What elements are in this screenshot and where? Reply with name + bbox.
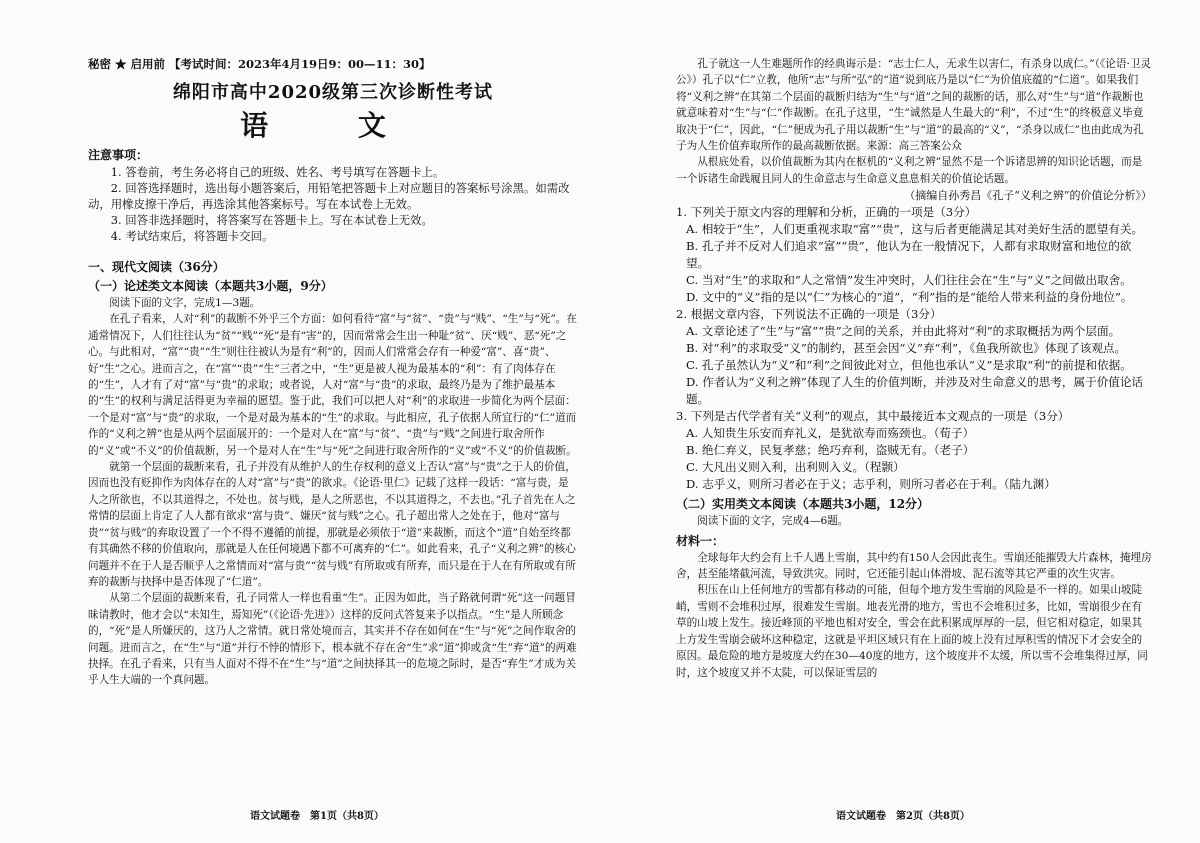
- question-option: D. 作者认为“义利之辨”体现了人生的价值判断，并涉及对生命意义的思考，属于价值论话题。: [686, 375, 1144, 407]
- question-3: [676, 408, 1152, 493]
- section-heading: 一、现代文阅读（36分）: [88, 260, 225, 274]
- notice-heading: 注意事项：: [88, 148, 149, 162]
- notice-item: 4. 考试结束后，将答题卡交回。: [110, 229, 274, 243]
- subsection-heading: （一）论述类文本阅读（本题共3小题，9分）: [88, 279, 333, 293]
- question-stem: 2. 根据文章内容，下列说法不正确的一项是（3分）: [676, 307, 942, 322]
- passage-paragraph: 从根底处看，以价值裁断为其内在枢机的“义利之辨”显然不是一个诉诸思辨的知识论话题，而是一个诉诸生命践履且同人的生命意志与生命意义息息相关的价值论话题。: [676, 156, 1143, 185]
- notice-item: 2. 回答选择题时，选出每小题答案后，用铅笔把答题卡上对应题目的答案标号涂黑。如需改动，用橡皮擦干净后，再选涂其他答案标号。写在本试卷上无效。: [88, 181, 570, 211]
- material-paragraph: 积压在山上任何地方的雪都有移动的可能，但每个地方发生雪崩的风险是不一样的。如果山坡陡峭，雪则不会堆积过厚，很难发生雪崩。地表光滑的地方，雪也不会堆积过多，比如，雪崩很少在有草的山坡上发生。接近峰顶的平地也相对安全，雪会在此积累成厚厚的一层，但它相对稳定，如果其上方发生雪崩会破坏这种稳定，这就是平坦区域只有在上面的坡上没有过厚积雪的情况下才会安全的原因。最危险的地方是坡度大约在30—40度的地方，这个坡度并不太缓，所以雪不会堆集得过厚，同时，这个坡度又并不太陡，可以保证雪层的: [676, 584, 1148, 679]
- subsection-heading: （二）实用类文本阅读（本题共3小题，12分）: [676, 497, 930, 512]
- passage-paragraph: 就第一个层面的裁断来看，孔子并没有从维护人的生存权利的意义上否认“富”与“贵”之于人的价值，因而也没有贬抑作为肉体存在的人对“富”与“贵”的欲求。《论语·里仁》记载了这样一段话：“富与贵，是人之所欲也，不以其道得之，不处也。贫与贱，是人之所恶也，不以其道得之，不去也。”孔子首先在人之常情的层面上肯定了人人都有欲求“富与贵”、嫌厌“贫与贱”之心。孔子超出常人之处在于，他对“富与贵”“贫与贱”的弃取设置了一个不得不遵循的前提，那就是必须依于“道”来裁断，而这个“道”自始至终都有其确然不移的价值取向，那就是人在任何境遇下都不可离弃的“仁”。如此看来，孔子“义利之辨”的核心问题并不在于人是否顺乎人之常情而对“富与贵”“贫与贱”有所取或有所弃，而只是在于人在有所取或有所弃的裁断与抉择中是否体现了“仁道”。: [88, 461, 576, 588]
- subject-title: 语 文: [240, 109, 426, 142]
- question-option: A. 人知贵生乐安而弃礼义，是犹欲寿而殇颈也。（荀子）: [686, 426, 975, 441]
- question-option: B. 孔子并不反对人们追求“富”“贵”，他认为在一般情况下，人都有求取财富和地位的欲望。: [686, 239, 1132, 271]
- question-1: [676, 204, 1152, 306]
- material-paragraph: 全球每年大约会有上千人遇上雪崩，其中约有150人会因此丧生。雪崩还能摧毁大片森林，掩埋房舍，甚至能堵截河流，导致洪灾。同时，它还能引起山体滑坡、泥石流等其它严重的次生灾害。: [676, 551, 1152, 581]
- material-label: 材料一：: [676, 533, 725, 548]
- question-option: B. 绝仁弃义，民复孝慈；绝巧弃利，盗贼无有。（老子）: [686, 443, 975, 458]
- notice-item: 3. 回答非选择题时，将答案写在答题卡上。写在本试卷上无效。: [110, 213, 433, 227]
- question-2: [676, 306, 1152, 408]
- passage-paragraph: 在孔子看来，人对“利”的裁断不外乎三个方面：如何看待“富”与“贫”、“贵”与“贱”、“生”与“死”。在通常情况下，人们往往认为“贫”“贱”“死”是有“害”的，因而常常会生出一种耻“贫”、厌“贱”、恶“死”之心。与此相对，“富”“贵”“生”则往往被认为是有“利”的，因而人们常常会存有一种爱“富”、喜“贵”、好“生”之心。进而言之，在“富”“贵”“生”三者之中，“生”更是被人视为最基本的“利”：有了肉体存在的“生”，人才有了对“富”与“贵”的求取；或者说，人对“富”与“贵”的求取，最终乃是为了维护最基本的“生”的权利与满足活得更为幸福的愿望。鉴于此，我们可以把人对“利”的求取进一步简化为两个层面：一个是对“富”与“贵”的求取，一个是对最为基本的“生”的求取。与此相应，孔子依据人所宜行的“仁”道而作的“义利之辨”也是从两个层面展开的：一个是对人在“富”与“贫”、“贵”与“贱”之间进行取舍所作的“义”或“不义”的价值裁断，另一个是对人在“生”与“死”之间进行取舍所作的“义”或“不义”的价值裁断。: [88, 313, 577, 457]
- question-option: C. 孔子虽然认为“义”和“利”之间彼此对立，但他也承认“义”是求取“利”的前提和依据。: [686, 358, 1132, 373]
- page-footer-left: 语文试题卷 第1页（共8页）: [250, 811, 384, 822]
- question-option: D. 志乎义，则所习者必在于义；志乎利，则所习者必在于利。（陆九渊）: [686, 477, 1056, 492]
- reading-instruction: 阅读下面的文字，完成1—3题。: [109, 297, 261, 309]
- question-option: B. 对“利”的求取受“义”的制约，甚至会因“义”弃“利”，《鱼我所欲也》体现了该观点。: [686, 341, 1127, 356]
- question-option: C. 大凡出义则入利，出利则入义。（程颢）: [686, 460, 905, 475]
- question-option: A. 相较于“生”，人们更重视求取“富”“贵”，这与后者更能满足其对美好生活的愿望有关。: [686, 222, 1144, 237]
- passage-source: （摘编自孙秀昌《孔子“义利之辨”的价值论分析》）: [904, 189, 1152, 203]
- exam-title: 绵阳市高中2020级第三次诊断性考试: [172, 82, 494, 103]
- secret-line: 秘密 ★ 启用前 【考试时间：2023年4月19日9：00—11：30】: [88, 57, 431, 71]
- question-stem: 1. 下列关于原文内容的理解和分析，正确的一项是（3分）: [676, 205, 977, 220]
- question-option: D. 文中的“义”指的是以“仁”为核心的“道”，“利”指的是“能给人带来利益的身份地位”。: [686, 290, 1133, 305]
- notice-block: [88, 146, 578, 244]
- page-footer-right: 语文试题卷 第2页（共8页）: [836, 811, 970, 822]
- notice-item: 1. 答卷前，考生务必将自己的班级、姓名、考号填写在答题卡上。: [110, 165, 445, 179]
- question-stem: 3. 下列是古代学者有关“义利”的观点，其中最接近本文观点的一项是（3分）: [676, 409, 1070, 424]
- passage-paragraph: 孔子就这一人生难题所作的经典诲示是：“志士仁人，无求生以害仁，有杀身以成仁。”（《论语·卫灵公》）孔子以“仁”立教，他所“志”与所“弘”的“道”说到底乃是以“仁”为价值底蕴的“仁道”。如果我们将“义利之辨”在其第二个层面的裁断归结为“生”与“道”之间的裁断的话，那么对“生”与“道”作裁断也就意味着对“生”与“仁”作裁断。在孔子这里，“生”诚然是人生最大的“利”，不过“生”的终极意义毕竟取决于“仁”，因此，“仁”便成为孔子用以裁断“生”与“道”的最高的“义”，“杀身以成仁”也由此成为孔子为人生价值弃取所作的最高裁断依据。来源：高三答案公众: [676, 58, 1152, 153]
- right-column: [676, 56, 1152, 681]
- spacer: [88, 244, 578, 256]
- reading-instruction: 阅读下面的文字，完成4—6题。: [697, 515, 849, 528]
- passage-paragraph: 从第二个层面的裁断来看，孔子同常人一样也看重“生”。正因为如此，当子路就何谓“死”这一问题冒昧请教时，他才会以“未知生，焉知死”（《论语·先进》）这样的反问式答复来予以指点。“生”是人所顾念的，“死”是人所嫌厌的，这乃人之常情。就日常处境而言，其实并不存在如何在“生”与“死”之间作取舍的问题。进而言之，在“生”与“道”并行不悖的情形下，根本就不存在舍“生”求“道”抑或贪“生”弃“道”的两难抉择。在孔子看来，只有当人面对不得不在“生”与“道”之间抉择其一的危境之际时，是否“弃生”才成为关乎人生大端的一个真问题。: [88, 592, 577, 687]
- left-column: [88, 56, 578, 689]
- question-option: C. 当对“生”的求取和“人之常情”发生冲突时，人们往往会在“生”与“义”之间做出取舍。: [686, 273, 1132, 288]
- question-option: A. 文章论述了“生”与“富”“贵”之间的关系，并由此将对“利”的求取概括为两个层面。: [686, 324, 1121, 339]
